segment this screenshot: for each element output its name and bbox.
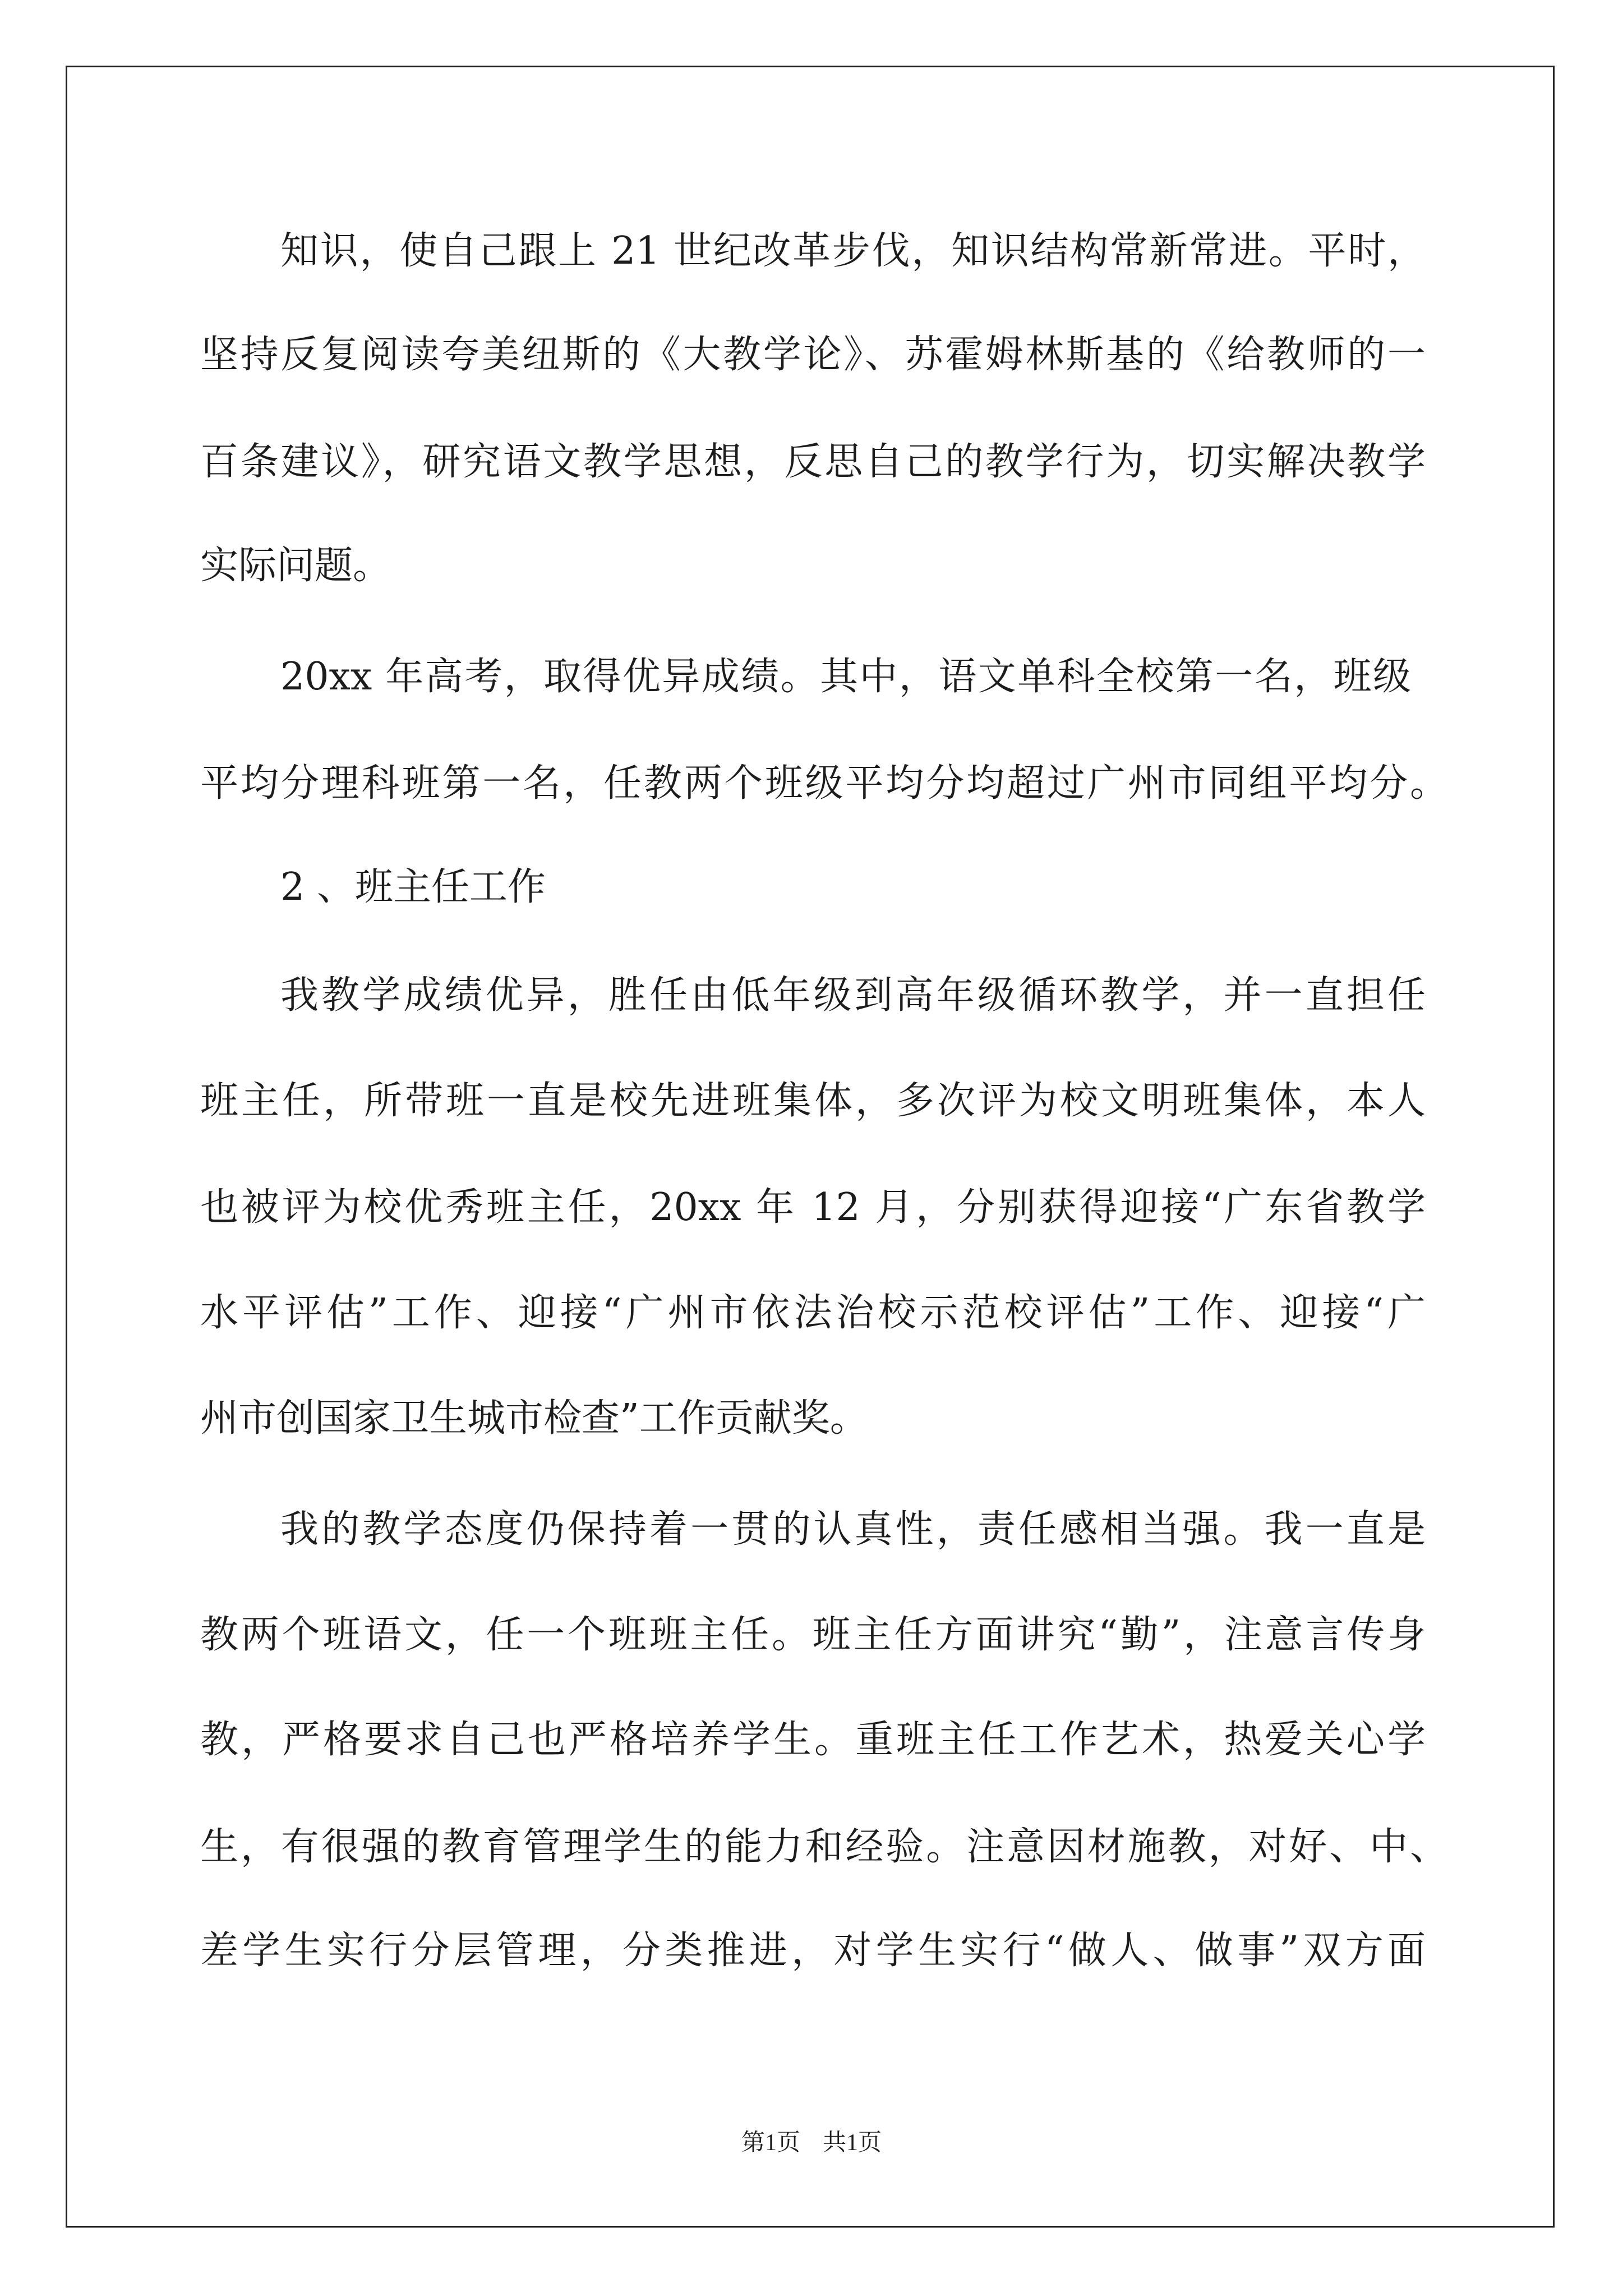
section-heading-text: 2 、班主任工作 — [280, 865, 546, 909]
paragraph-line: 教两个班语文，任一个班班主任。班主任方面讲究“勤”，注意言传身 — [200, 1613, 1426, 1657]
paragraph-line: 生，有很强的教育管理学生的能力和经验。注意因材施教，对好、中、 — [200, 1825, 1448, 1869]
paragraph-line: 水平评估”工作、迎接“广州市依法治校示范校评估”工作、迎接“广 — [200, 1291, 1426, 1335]
paragraph-line: 州市创国家卫生城市检查”工作贡献奖。 — [200, 1396, 868, 1441]
paragraph-line: 班主任，所带班一直是校先进班集体，多次评为校文明班集体，本人 — [200, 1079, 1426, 1123]
paragraph-line: 差学生实行分层管理，分类推进，对学生实行“做人、做事”双方面 — [200, 1929, 1426, 1973]
paragraph-line: 知识，使自己跟上 21 世纪改革步伐，知识结构常新常进。平时， — [280, 229, 1426, 273]
paragraph-line: 20xx 年高考，取得优异成绩。其中，语文单科全校第一名，班级 — [280, 655, 1411, 699]
paragraph-line: 教，严格要求自己也严格培养学生。重班主任工作艺术，热爱关心学 — [200, 1718, 1426, 1762]
paragraph-line: 百条建议》，研究语文教学思想，反思自己的教学行为，切实解决教学 — [200, 440, 1426, 484]
page-number-current: 第1页 — [741, 2130, 800, 2156]
paragraph-line: 坚持反复阅读夸美纽斯的《大教学论》、苏霍姆林斯基的《给教师的一 — [200, 333, 1426, 377]
paragraph-line: 平均分理科班第一名，任教两个班级平均分均超过广州市同组平均分。 — [200, 761, 1448, 806]
page-number-total: 共1页 — [823, 2130, 882, 2156]
paragraph-line: 也被评为校优秀班主任，20xx 年 12 月，分别获得迎接“广东省教学 — [200, 1185, 1426, 1230]
paragraph-line: 我教学成绩优异，胜任由低年级到高年级循环教学，并一直担任 — [280, 973, 1426, 1018]
page-footer — [0, 2126, 1623, 2160]
page-border — [66, 66, 1555, 2228]
paragraph-line: 实际问题。 — [200, 544, 391, 588]
paragraph-line: 我的教学态度仍保持着一贯的认真性，责任感相当强。我一直是 — [280, 1507, 1426, 1552]
